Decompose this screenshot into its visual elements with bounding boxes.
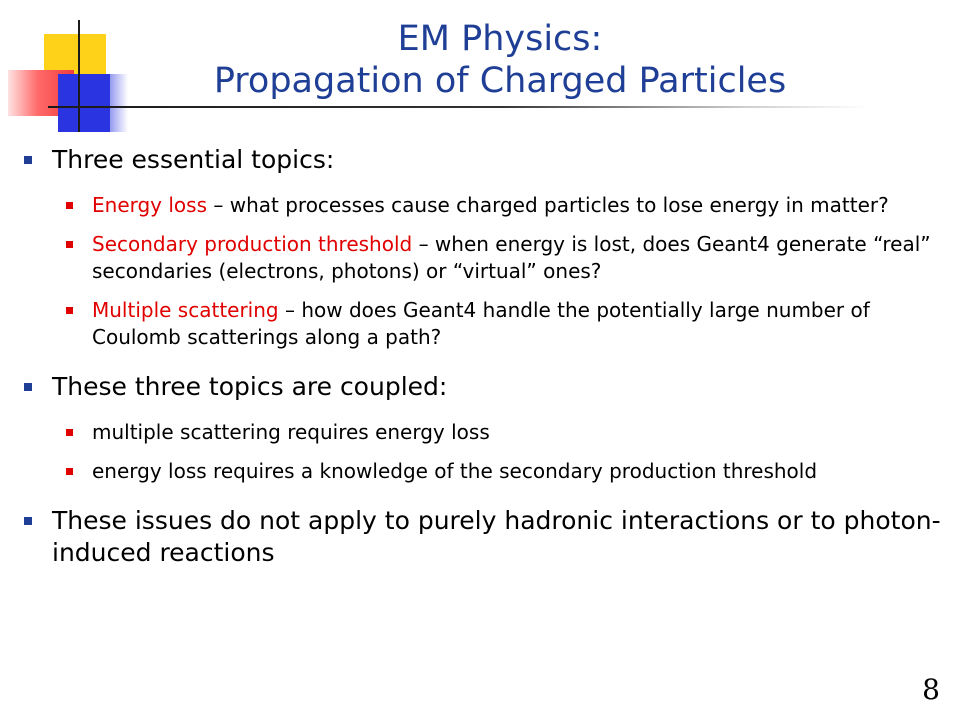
bullet-square-icon xyxy=(66,202,73,209)
sub-bullet-multiple-scattering xyxy=(20,297,950,351)
bullet-square-icon xyxy=(24,383,32,391)
sub-bullet-highlight: Energy loss xyxy=(92,193,208,217)
sub-bullet-highlight: Secondary production threshold xyxy=(92,232,413,256)
sub-bullet-text: multiple scattering requires energy loss xyxy=(92,420,490,444)
sub-bullet-text: energy loss requires a knowledge of the secondary production threshold xyxy=(92,459,818,483)
slide-title-line-1: EM Physics: xyxy=(397,19,603,59)
sub-bullet-energy-loss xyxy=(20,192,950,219)
sub-bullet-secondary-production-threshold xyxy=(20,231,950,285)
sub-bullet-highlight: Multiple scattering xyxy=(92,298,279,322)
slide-title xyxy=(120,18,880,102)
vertical-rule xyxy=(78,20,80,132)
bullet-square-icon xyxy=(66,307,73,314)
blue-square xyxy=(58,74,110,132)
sub-bullet-multiple-scattering-requires xyxy=(20,419,950,446)
sub-bullet-text: – when energy is lost, does Geant4 generate “real” secondaries (electrons, photons) or “virtual” ones? xyxy=(92,232,931,283)
slide-body xyxy=(20,144,950,585)
bullet-square-icon xyxy=(66,429,73,436)
bullet-square-icon xyxy=(24,156,32,164)
bullet-square-icon xyxy=(24,517,32,525)
bullet-square-icon xyxy=(66,468,73,475)
bullet-text: Three essential topics: xyxy=(52,145,335,174)
bullet-square-icon xyxy=(66,241,73,248)
sub-bullet-energy-loss-requires xyxy=(20,458,950,485)
bullet-text: These three topics are coupled: xyxy=(52,372,448,401)
sub-bullet-text: – how does Geant4 handle the potentially large number of Coulomb scatterings along a path? xyxy=(92,298,870,349)
bullet-text: These issues do not apply to purely hadronic interactions or to photon-induced reactions xyxy=(52,506,941,567)
bullet-issues-not-apply xyxy=(20,505,950,569)
slide-logo-decoration xyxy=(0,0,140,140)
page-number: 8 xyxy=(922,673,940,706)
sub-bullet-text: – what processes cause charged particles to lose energy in matter? xyxy=(207,193,889,217)
bullet-topics-coupled xyxy=(20,371,950,403)
bullet-three-essential-topics xyxy=(20,144,950,176)
title-underline-rule xyxy=(48,106,868,108)
slide-title-line-2: Propagation of Charged Particles xyxy=(213,61,787,101)
